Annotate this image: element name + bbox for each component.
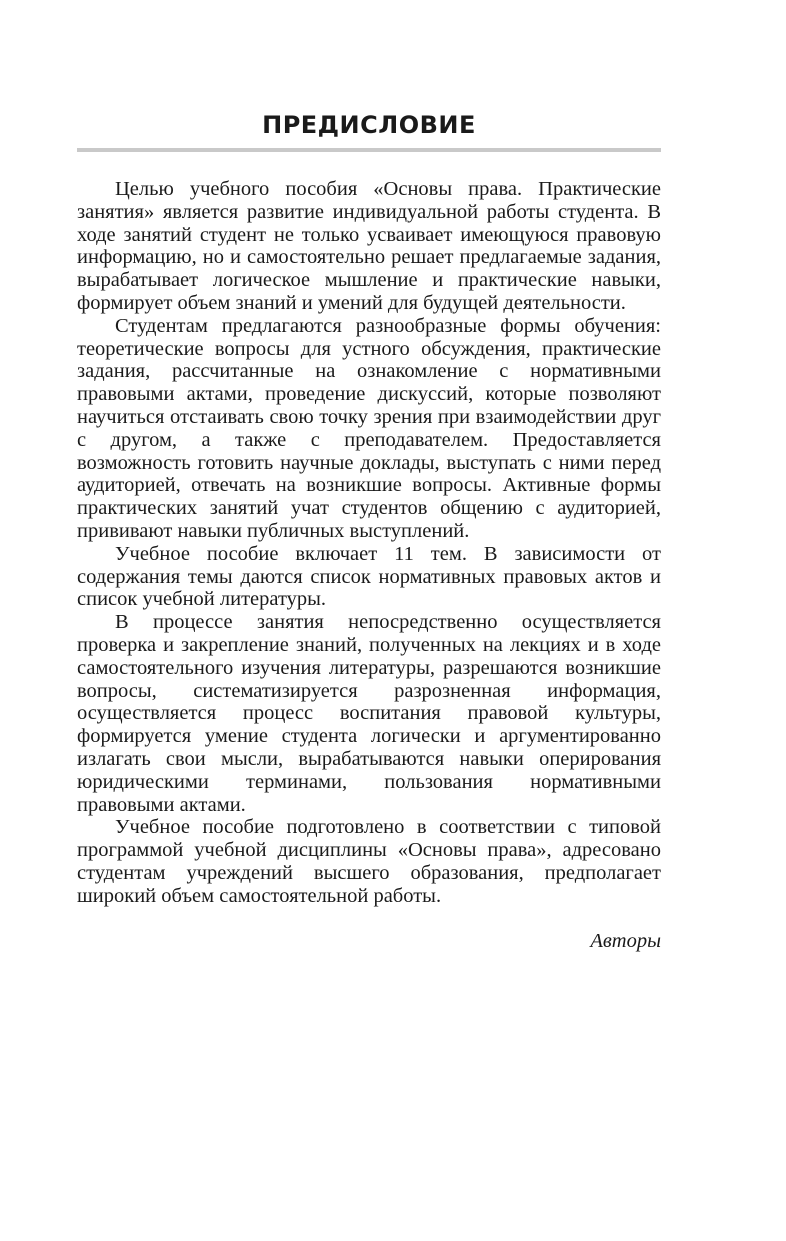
title-divider (77, 148, 661, 152)
paragraph-5: Учебное пособие подготовлено в соответствии с типовой программой учебной дисциплины «Основы права», адресовано студентам учреждений высшего образования, предполагает широкий объем самостоятельной работы. (77, 816, 661, 907)
paragraph-1: Целью учебного пособия «Основы права. Практические занятия» является развитие индивидуальной работы студента. В ходе занятий студент не только усваивает имеющуюся правовую информацию, но и самостоятельно решает предлагаемые задания, вырабатывает логическое мышление и практические навыки, формирует объем знаний и умений для будущей деятельности. (77, 178, 661, 314)
paragraph-4: В процессе занятия непосредственно осуществляется проверка и закрепление знаний, полученных на лекциях и в ходе самостоятельного изучения литературы, разрешаются возникшие вопросы, систематизируется разрозненная информация, осуществляется процесс воспитания правовой культуры, формируется умение студента логически и аргументированно излагать свои мысли, вырабатываются навыки оперирования юридическими терминами, пользования нормативными правовыми актами. (77, 611, 661, 816)
page (77, 108, 661, 953)
paragraph-3: Учебное пособие включает 11 тем. В зависимости от содержания темы даются список нормативных правовых актов и список учебной литературы. (77, 542, 661, 611)
page-title: ПРЕДИСЛОВИЕ (262, 111, 476, 139)
paragraph-2: Студентам предлагаются разнообразные формы обучения: теоретические вопросы для устного обсуждения, практические задания, рассчитанные на ознакомление с нормативными правовыми актами, проведение дискуссий, которые позволяют научиться отстаивать свою точку зрения при взаимодействии друг с другом, а также с преподавателем. Предоставляется возможность готовить научные доклады, выступать с ними перед аудиторией, отвечать на возникшие вопросы. Активные формы практических занятий учат студентов общению с аудиторией, прививают навыки публичных выступлений. (77, 314, 661, 542)
body-text (77, 178, 661, 908)
signature: Авторы (590, 929, 661, 952)
